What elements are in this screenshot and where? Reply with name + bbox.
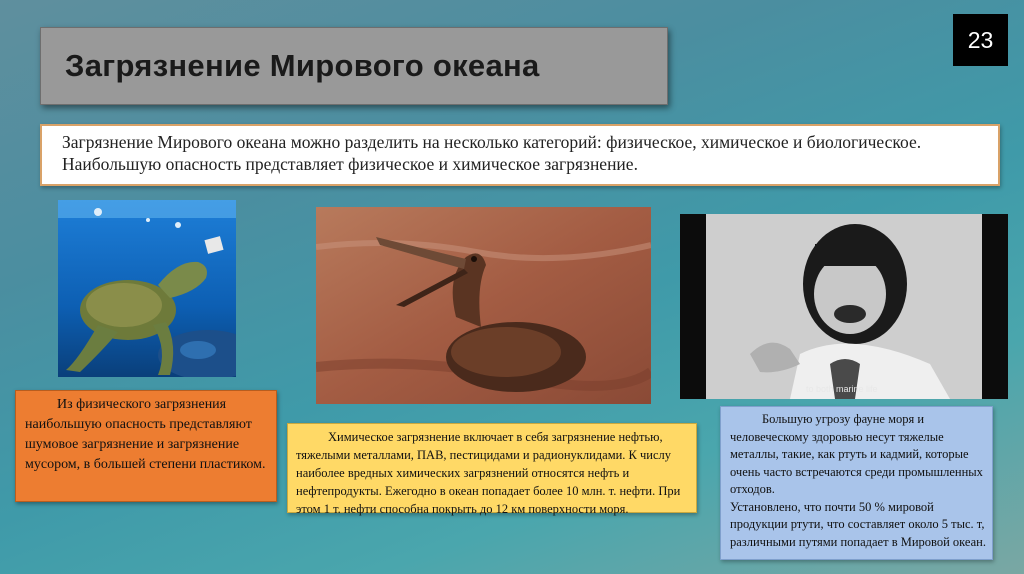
oil-covered-pelican-photo	[316, 207, 651, 404]
physical-pollution-caption	[15, 390, 277, 502]
metals-caption-text-1: Большую угрозу фауне моря и человеческому здоровью несут тяжелые металлы, такие, как ртуть и кадмий, которые очень часто встречаются среди промышленных отходов.	[730, 412, 983, 496]
slide-number: 23	[953, 14, 1008, 66]
intro-text-box	[40, 124, 1000, 186]
slide-title: Загрязнение Мирового океана	[65, 48, 540, 83]
sea-turtle-photo	[58, 200, 236, 377]
photo-watermark: to both marine life	[806, 384, 878, 394]
intro-text: Загрязнение Мирового океана можно разделить на несколько категорий: физическое, химическое и биологическое. Наибольшую опасность представляет физическое и химическое загрязнение.	[62, 132, 922, 174]
chemical-pollution-caption	[287, 423, 697, 516]
chemical-caption-text: Химическое загрязнение включает в себя загрязнение нефтью, тяжелыми металлами, ПАВ, пестицидами и радионуклидами. К числу наиболее вредных химических загрязнений относятся нефть и нефтепродукты. Ежегодно в океан попадает более 10 млн. т. нефти. При этом 1 т. нефти способна покрыть до 12 км поверхности моря.	[296, 430, 681, 516]
slide-title-box	[40, 27, 668, 105]
metals-caption-text-2: Установлено, что почти 50 % мировой продукции ртути, что составляет около 5 тыс. т, различными путями попадает в Мировой океан.	[730, 499, 986, 549]
girl-bw-photo	[680, 214, 1008, 399]
heavy-metals-caption	[720, 406, 993, 560]
physical-caption-text: Из физического загрязнения наибольшую опасность представляют шумовое загрязнение и загрязнение мусором, в большей степени пластиком.	[25, 397, 266, 472]
